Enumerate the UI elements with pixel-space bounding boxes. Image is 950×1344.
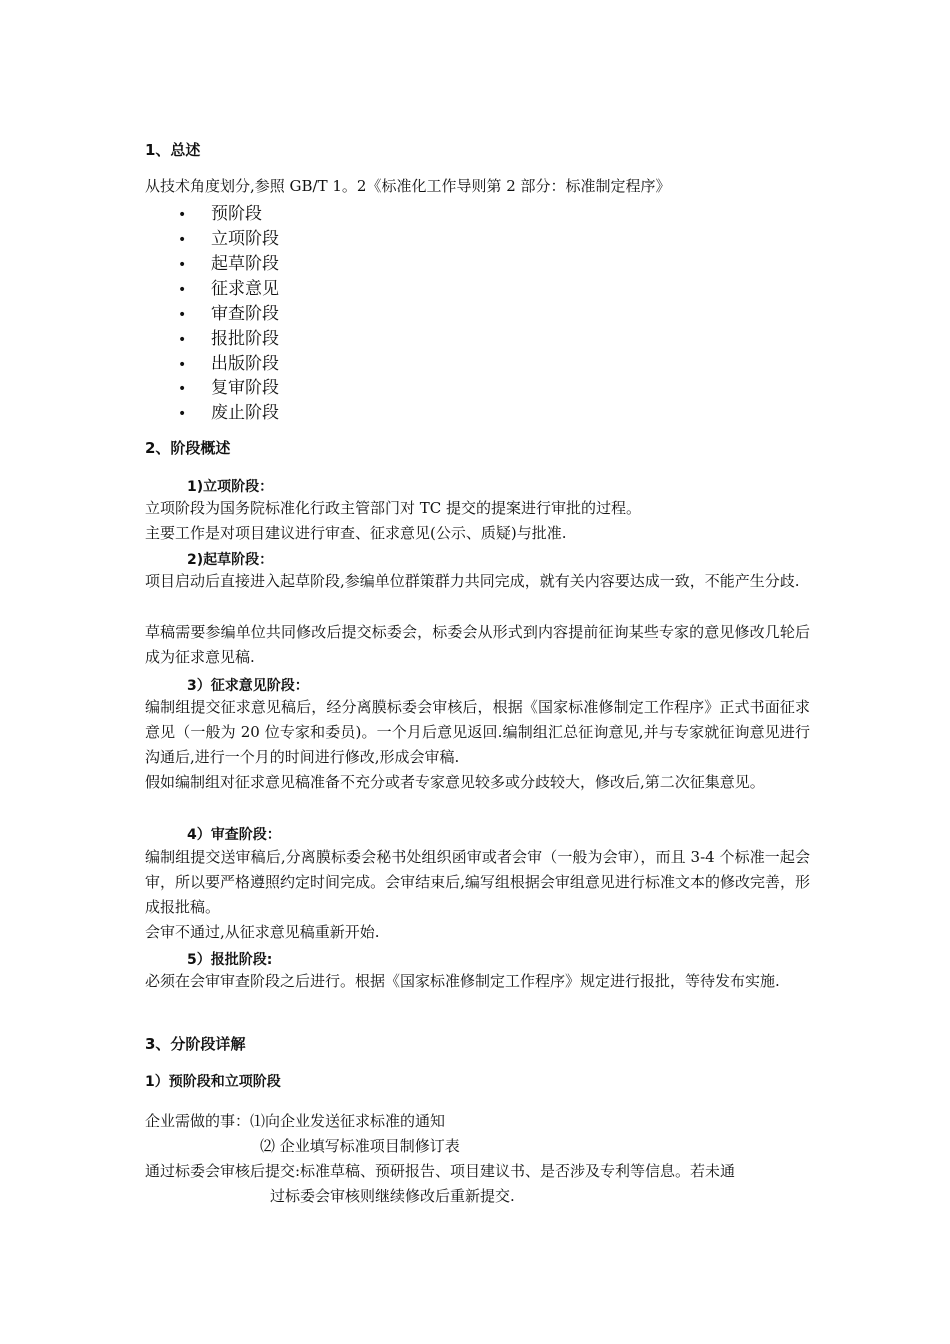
list-item: • 预阶段: [178, 204, 262, 224]
subheading-consultation: 3）征求意见阶段：: [187, 678, 309, 694]
list-item: • 征求意见: [178, 279, 279, 299]
bullet-icon: •: [178, 381, 187, 397]
list-item: • 报批阶段: [178, 329, 279, 349]
list-item: • 起草阶段: [178, 254, 279, 274]
paragraph: 企业需做的事：⑴向企业发送征求标准的通知: [145, 1112, 446, 1130]
paragraph: 立项阶段为国务院标准化行政主管部门对 TC 提交的提案进行审批的过程。: [145, 499, 642, 517]
bullet-icon: •: [178, 332, 187, 348]
subheading-pre-stage: 1）预阶段和立项阶段: [145, 1074, 281, 1090]
list-item: • 立项阶段: [178, 229, 279, 249]
list-item: • 复审阶段: [178, 378, 279, 398]
paragraph: 编制组提交送审稿后,分离膜标委会秘书处组织函审或者会审（一般为会审），而且 3-4 个标准一起会审，所以要严格遵照约定时间完成。会审结束后,编写组根据会审组意见进行标准文本的修改完善，形成报批稿。: [145, 848, 810, 916]
bullet-icon: •: [178, 232, 187, 248]
section-3-heading: 3、分阶段详解: [145, 1035, 246, 1053]
section-2-heading: 2、阶段概述: [145, 439, 231, 457]
bullet-icon: •: [178, 257, 187, 273]
list-item: • 审查阶段: [178, 304, 279, 324]
paragraph: 主要工作是对项目建议进行审查、征求意见(公示、质疑)与批准.: [145, 524, 567, 542]
bullet-icon: •: [178, 207, 187, 223]
list-item: • 废止阶段: [178, 403, 279, 423]
subheading-approval: 1)立项阶段：: [187, 479, 274, 495]
paragraph: 必须在会审审查阶段之后进行。根据《国家标准修制定工作程序》规定进行报批，等待发布实施.: [145, 972, 780, 990]
list-item: • 出版阶段: [178, 354, 279, 374]
subheading-drafting: 2)起草阶段：: [187, 552, 274, 568]
section-1-heading: 1、总述: [145, 141, 201, 159]
subheading-submission: 5）报批阶段:: [187, 952, 273, 968]
bullet-icon: •: [178, 357, 187, 373]
paragraph: 过标委会审核则继续修改后重新提交.: [270, 1187, 515, 1205]
subheading-review: 4）审查阶段：: [187, 827, 281, 843]
bullet-icon: •: [178, 406, 187, 422]
bullet-icon: •: [178, 307, 187, 323]
bullet-icon: •: [178, 282, 187, 298]
paragraph: 项目启动后直接进入起草阶段,参编单位群策群力共同完成，就有关内容要达成一致，不能产生分歧.: [145, 572, 800, 590]
paragraph: ⑵ 企业填写标准项目制修订表: [260, 1137, 460, 1155]
section-1-intro: 从技术角度划分,参照 GB/T 1。2《标准化工作导则第 2 部分：标准制定程序》: [145, 177, 671, 195]
paragraph: 草稿需要参编单位共同修改后提交标委会，标委会从形式到内容提前征询某些专家的意见修改几轮后成为征求意见稿.: [145, 623, 810, 666]
paragraph: 假如编制组对征求意见稿准备不充分或者专家意见较多或分歧较大，修改后,第二次征集意见。: [145, 773, 765, 791]
paragraph: 会审不通过,从征求意见稿重新开始.: [145, 923, 380, 941]
paragraph: 编制组提交征求意见稿后，经分离膜标委会审核后，根据《国家标准修制定工作程序》正式书面征求意见（一般为 20 位专家和委员)。一个月后意见返回.编制组汇总征询意见,并与专家就征询意见进行沟通后,进行一个月的时间进行修改,形成会审稿.: [145, 698, 810, 766]
paragraph: 通过标委会审核后提交:标准草稿、预研报告、项目建议书、是否涉及专利等信息。若未通: [145, 1162, 736, 1180]
